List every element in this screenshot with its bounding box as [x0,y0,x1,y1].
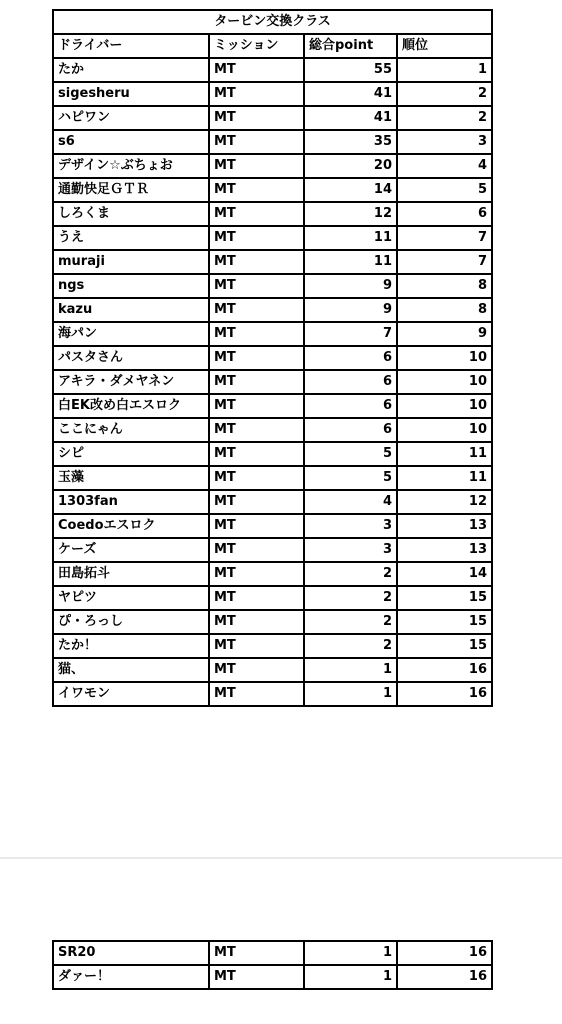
mission-cell: MT [209,82,304,106]
driver-name-cell: しろくま [53,202,209,226]
points-cell: 41 [304,106,397,130]
mission-cell: MT [209,610,304,634]
driver-name-cell: muraji [53,250,209,274]
rank-cell: 6 [397,202,492,226]
points-cell: 55 [304,58,397,82]
driver-name-cell: うえ [53,226,209,250]
driver-name-cell: パスタさん [53,346,209,370]
table-row [53,418,492,442]
table-row [53,58,492,82]
mission-cell: MT [209,634,304,658]
rank-cell: 15 [397,586,492,610]
driver-name-cell: 海パン [53,322,209,346]
mission-cell: MT [209,562,304,586]
driver-name-cell: sigesheru [53,82,209,106]
table-row [53,250,492,274]
points-cell: 1 [304,965,397,989]
driver-name-cell: たか [53,58,209,82]
header-points: 総合point [304,34,397,58]
mission-cell: MT [209,490,304,514]
rank-cell: 15 [397,610,492,634]
page-break-divider [0,857,562,859]
mission-cell: MT [209,154,304,178]
mission-cell: MT [209,250,304,274]
header-row [53,34,492,58]
ranking-table-body [53,10,492,706]
ranking-table-continued [52,940,493,990]
points-cell: 2 [304,634,397,658]
driver-name-cell: ngs [53,274,209,298]
table-row [53,154,492,178]
rank-cell: 11 [397,442,492,466]
driver-name-cell: アキラ・ダメヤネン [53,370,209,394]
points-cell: 12 [304,202,397,226]
driver-name-cell: ケーズ [53,538,209,562]
table-row [53,562,492,586]
ranking-table [52,9,493,707]
points-cell: 9 [304,274,397,298]
rank-cell: 2 [397,82,492,106]
driver-name-cell: 玉藻 [53,466,209,490]
driver-name-cell: ぴ・ろっし [53,610,209,634]
header-mission: ミッション [209,34,304,58]
rank-cell: 16 [397,658,492,682]
rank-cell: 10 [397,346,492,370]
table-row [53,106,492,130]
rank-cell: 14 [397,562,492,586]
mission-cell: MT [209,538,304,562]
mission-cell: MT [209,586,304,610]
driver-name-cell: 白EK改め白エスロク [53,394,209,418]
table-row [53,586,492,610]
points-cell: 35 [304,130,397,154]
mission-cell: MT [209,226,304,250]
table-row [53,130,492,154]
table-row [53,394,492,418]
table-row [53,226,492,250]
rank-cell: 11 [397,466,492,490]
points-cell: 6 [304,418,397,442]
rank-cell: 13 [397,514,492,538]
table-row [53,322,492,346]
title-row [53,10,492,34]
table-row [53,682,492,706]
mission-cell: MT [209,178,304,202]
mission-cell: MT [209,130,304,154]
rank-cell: 7 [397,250,492,274]
driver-name-cell: イワモン [53,682,209,706]
header-rank: 順位 [397,34,492,58]
points-cell: 1 [304,682,397,706]
points-cell: 5 [304,442,397,466]
mission-cell: MT [209,418,304,442]
mission-cell: MT [209,658,304,682]
points-cell: 1 [304,658,397,682]
driver-name-cell: 猫、 [53,658,209,682]
driver-name-cell: デザイン☆ぶちょお [53,154,209,178]
rank-cell: 10 [397,370,492,394]
points-cell: 14 [304,178,397,202]
table-title: タービン交換クラス [53,10,492,34]
mission-cell: MT [209,202,304,226]
driver-name-cell: シピ [53,442,209,466]
points-cell: 5 [304,466,397,490]
rank-cell: 8 [397,274,492,298]
points-cell: 2 [304,562,397,586]
rank-cell: 15 [397,634,492,658]
mission-cell: MT [209,58,304,82]
table-row [53,370,492,394]
table-row [53,514,492,538]
mission-cell: MT [209,298,304,322]
table-row [53,442,492,466]
rank-cell: 10 [397,394,492,418]
rank-cell: 13 [397,538,492,562]
points-cell: 6 [304,346,397,370]
mission-cell: MT [209,274,304,298]
rank-cell: 7 [397,226,492,250]
table-row [53,82,492,106]
points-cell: 7 [304,322,397,346]
ranking-table-continued-body [53,941,492,989]
mission-cell: MT [209,106,304,130]
points-cell: 1 [304,941,397,965]
rank-cell: 5 [397,178,492,202]
driver-name-cell: ヤピツ [53,586,209,610]
rank-cell: 16 [397,965,492,989]
rank-cell: 8 [397,298,492,322]
mission-cell: MT [209,370,304,394]
driver-name-cell: SR20 [53,941,209,965]
driver-name-cell: 1303fan [53,490,209,514]
points-cell: 11 [304,226,397,250]
points-cell: 11 [304,250,397,274]
rank-cell: 4 [397,154,492,178]
mission-cell: MT [209,965,304,989]
points-cell: 6 [304,370,397,394]
driver-name-cell: たか！ [53,634,209,658]
driver-name-cell: s6 [53,130,209,154]
rank-cell: 9 [397,322,492,346]
rank-cell: 1 [397,58,492,82]
driver-name-cell: ハピワン [53,106,209,130]
points-cell: 2 [304,610,397,634]
table-row [53,658,492,682]
points-cell: 4 [304,490,397,514]
driver-name-cell: kazu [53,298,209,322]
points-cell: 20 [304,154,397,178]
mission-cell: MT [209,322,304,346]
rank-cell: 16 [397,941,492,965]
mission-cell: MT [209,442,304,466]
rank-cell: 12 [397,490,492,514]
mission-cell: MT [209,394,304,418]
points-cell: 6 [304,394,397,418]
table-row [53,466,492,490]
mission-cell: MT [209,941,304,965]
table-row [53,298,492,322]
table-row [53,178,492,202]
points-cell: 9 [304,298,397,322]
mission-cell: MT [209,466,304,490]
header-driver: ドライバー [53,34,209,58]
points-cell: 41 [304,82,397,106]
driver-name-cell: Coedoエスロク [53,514,209,538]
table-row [53,490,492,514]
table-row [53,538,492,562]
table-row [53,941,492,965]
mission-cell: MT [209,682,304,706]
table-row [53,610,492,634]
table-row [53,634,492,658]
driver-name-cell: 通勤快足ＧＴＲ [53,178,209,202]
driver-name-cell: ダァー！ [53,965,209,989]
mission-cell: MT [209,514,304,538]
points-cell: 3 [304,514,397,538]
driver-name-cell: ここにゃん [53,418,209,442]
points-cell: 3 [304,538,397,562]
rank-cell: 3 [397,130,492,154]
rank-cell: 16 [397,682,492,706]
points-cell: 2 [304,586,397,610]
table-row [53,346,492,370]
rank-cell: 2 [397,106,492,130]
table-row [53,274,492,298]
table-row [53,965,492,989]
mission-cell: MT [209,346,304,370]
driver-name-cell: 田島拓斗 [53,562,209,586]
rank-cell: 10 [397,418,492,442]
table-row [53,202,492,226]
